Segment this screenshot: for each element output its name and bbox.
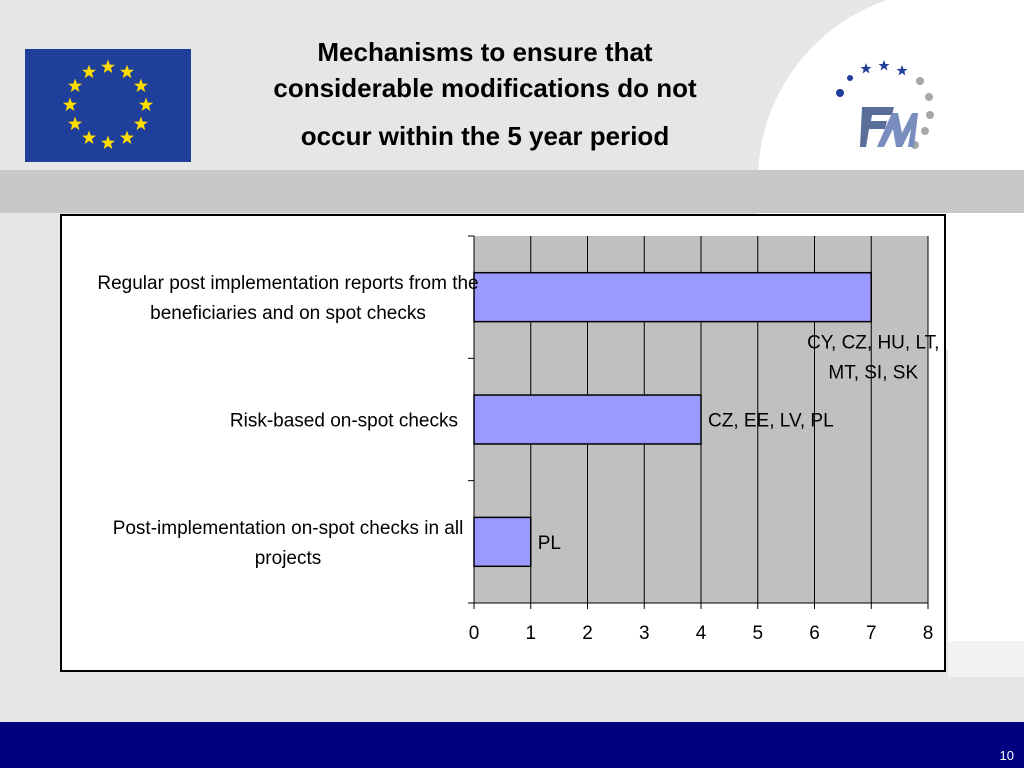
category-label: Risk-based on-spot checks [229,410,458,432]
eu-star-icon [82,130,96,144]
category-label: beneficiaries and on spot checks [150,303,426,325]
x-tick-label: 8 [922,623,934,644]
side-panel-bottom [948,641,1024,677]
title-line-2: considerable modifications do not [273,73,697,103]
bar [474,395,701,444]
eu-star-icon [134,117,148,131]
bar [474,273,871,322]
x-tick-label: 5 [752,623,764,644]
x-tick-label: 4 [695,623,707,644]
eu-star-icon [101,136,115,150]
eu-star-icon [134,79,148,93]
eu-star-icon [120,65,134,79]
x-tick-label: 6 [809,623,820,644]
x-tick-label: 2 [582,623,593,644]
bar [474,517,531,566]
data-label: CZ, EE, LV, PL [708,410,834,432]
eu-star-icon [68,79,82,93]
x-tick-label: 7 [865,623,877,644]
eu-flag-icon [25,49,191,162]
bar-chart [62,216,944,670]
eu-star-icon [63,98,77,112]
title-line-3: occur within the 5 year period [300,121,670,151]
chart-container [60,214,946,672]
category-label: projects [254,547,322,569]
side-panel [948,213,1024,641]
eu-star-icon [139,98,153,112]
data-label: MT, SI, SK [828,362,919,384]
data-label: PL [537,532,561,554]
category-label: Regular post implementation reports from the [97,273,479,295]
header-band [0,170,1024,213]
eu-star-icon [68,117,82,131]
eu-star-icon [101,60,115,74]
x-tick-label: 0 [468,623,480,644]
x-tick-label: 3 [638,623,650,644]
page-number: 10 [999,748,1014,763]
title-line-1: Mechanisms to ensure that [317,37,653,67]
eu-star-icon [82,65,96,79]
x-tick-label: 1 [525,623,537,644]
page-title [210,34,760,154]
eu-star-icon [120,130,134,144]
footer-bar [0,722,1024,768]
data-label: CY, CZ, HU, LT, [807,332,940,354]
fm-logo-icon [832,55,942,155]
category-label: Post-implementation on-spot checks in all [112,517,464,539]
